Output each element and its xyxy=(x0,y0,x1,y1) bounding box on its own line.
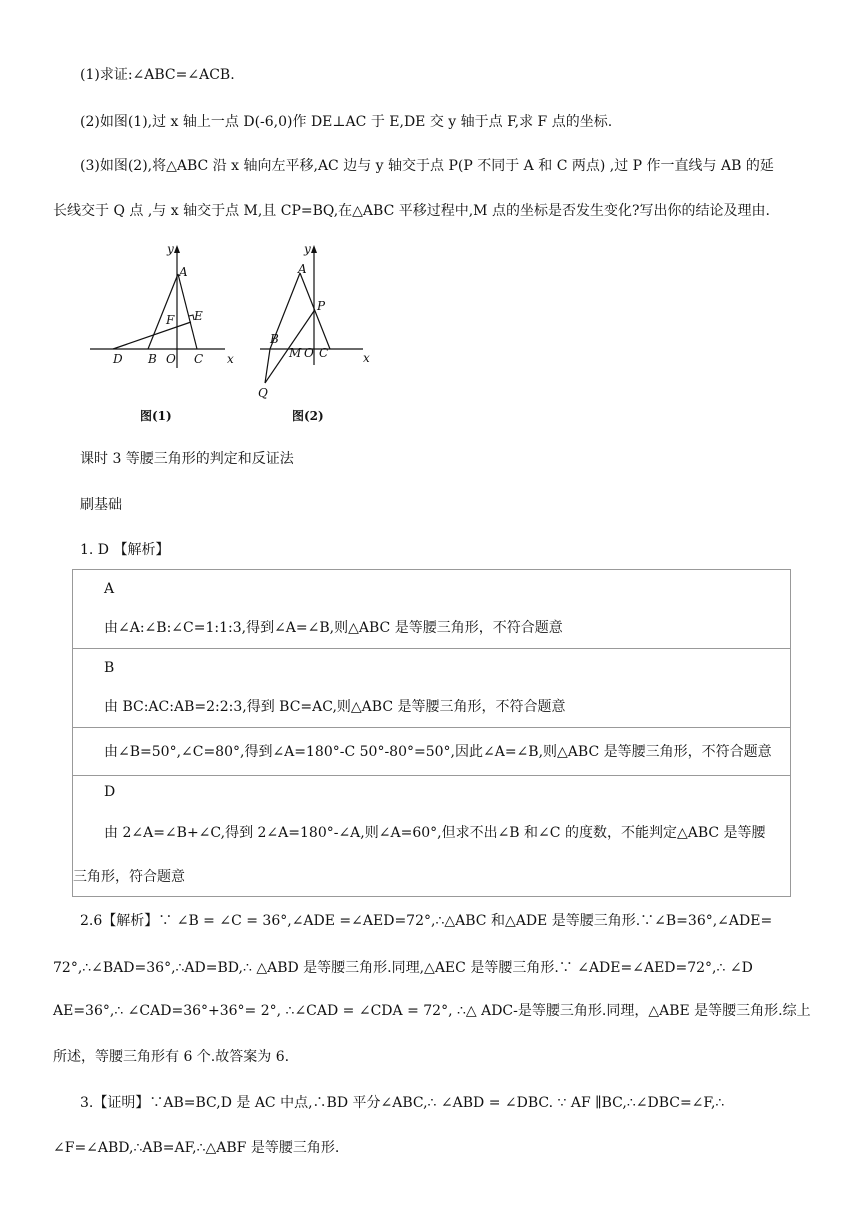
answer-3-line-2: ∠F=∠ABD,∴AB=AF,∴△ABF 是等腰三角形. xyxy=(53,1140,340,1156)
row-a-text: 由∠A:∠B:∠C=1:1:3,得到∠A=∠B,则△ABC 是等腰三角形，不符合题意 xyxy=(104,620,563,636)
fig2-label-x: x xyxy=(363,351,370,365)
fig1-label-d: D xyxy=(113,352,123,366)
question-3-line-1: (3)如图(2),将△ABC 沿 x 轴向左平移,AC 边与 y 轴交于点 P(P 不同于 A 和 C 两点) ,过 P 作一直线与 AB 的延 xyxy=(80,158,774,174)
question-2: (2)如图(1),过 x 轴上一点 D(-6,0)作 DE⊥AC 于 E,DE 交 y 轴于点 F,求 F 点的坐标. xyxy=(80,114,613,130)
fig1-label-a: A xyxy=(179,265,188,279)
fig2-label-m: M xyxy=(289,346,302,360)
fig2-label-b: B xyxy=(270,332,279,346)
fig1-label-b: B xyxy=(148,352,157,366)
fig1-label-y: y xyxy=(167,242,174,256)
fig2-label-y: y xyxy=(304,242,311,256)
fig2-label-o: O xyxy=(304,346,314,360)
row-d-label: D xyxy=(104,784,116,800)
fig2-label-p: P xyxy=(317,299,326,313)
fig2-label-q: Q xyxy=(258,386,268,400)
figure-2-caption: 图(2) xyxy=(292,409,324,423)
answer-3-line-1: 3.【证明】∵AB=BC,D 是 AC 中点,∴BD 平分∠ABC,∴ ∠ABD = ∠DBC. ∵ AF ∥BC,∴∠DBC=∠F,∴ xyxy=(80,1095,725,1111)
table-row-c xyxy=(73,728,790,776)
fig2-label-c: C xyxy=(319,346,329,360)
fig1-label-c: C xyxy=(194,352,204,366)
answer-2-line-3: AE=36°,∴ ∠CAD=36°+36°= 2°, ∴∠CAD = ∠CDA = 72°, ∴△ ADC-是等腰三角形.同理，△ABE 是等腰三角形.综上 xyxy=(53,1003,811,1019)
row-b-label: B xyxy=(104,660,115,676)
table-row-b xyxy=(73,649,790,728)
row-d-text-2: 三角形，符合题意 xyxy=(73,869,185,885)
row-a-label: A xyxy=(104,581,115,597)
answer-2-line-1: 2.6【解析】∵ ∠B = ∠C = 36°,∠ADE =∠AED=72°,∴△ABC 和△ADE 是等腰三角形.∵∠B=36°,∠ADE= xyxy=(80,913,773,929)
sub-title: 刷基础 xyxy=(80,497,122,513)
answer-2-line-2: 72°,∴∠BAD=36°,∴AD=BD,∴ △ABD 是等腰三角形.同理,△AEC 是等腰三角形.∵ ∠ADE=∠AED=72°,∴ ∠D xyxy=(53,960,753,976)
row-d-text-1: 由 2∠A=∠B+∠C,得到 2∠A=180°-∠A,则∠A=60°,但求不出∠B 和∠C 的度数，不能判定△ABC 是等腰 xyxy=(104,825,766,841)
figure-2 xyxy=(255,240,385,405)
question-3-line-2: 长线交于 Q 点 ,与 x 轴交于点 M,且 CP=BQ,在△ABC 平移过程中,M 点的坐标是否发生变化?写出你的结论及理由. xyxy=(53,203,770,219)
fig2-label-a: A xyxy=(298,262,307,276)
fig1-label-f: F xyxy=(166,313,175,327)
answer-1-head: 1. D 【解析】 xyxy=(80,542,170,558)
row-b-text: 由 BC:AC:AB=2:2:3,得到 BC=AC,则△ABC 是等腰三角形，不符合题意 xyxy=(104,699,566,715)
fig1-label-x: x xyxy=(227,352,234,366)
row-c-text: 由∠B=50°,∠C=80°,得到∠A=180°-C 50°-80°=50°,因此∠A=∠B,则△ABC 是等腰三角形，不符合题意 xyxy=(104,744,772,760)
figure-1 xyxy=(85,240,245,390)
table-row-d xyxy=(73,776,790,898)
fig1-label-o: O xyxy=(166,352,176,366)
figure-1-caption: 图(1) xyxy=(140,409,172,423)
lesson-title: 课时 3 等腰三角形的判定和反证法 xyxy=(80,451,294,467)
answer-2-line-4: 所述，等腰三角形有 6 个.故答案为 6. xyxy=(53,1049,290,1065)
table-row-a xyxy=(73,570,790,649)
answer-1-table xyxy=(72,569,791,897)
fig1-label-e: E xyxy=(194,309,203,323)
question-1: (1)求证:∠ABC=∠ACB. xyxy=(80,67,235,83)
